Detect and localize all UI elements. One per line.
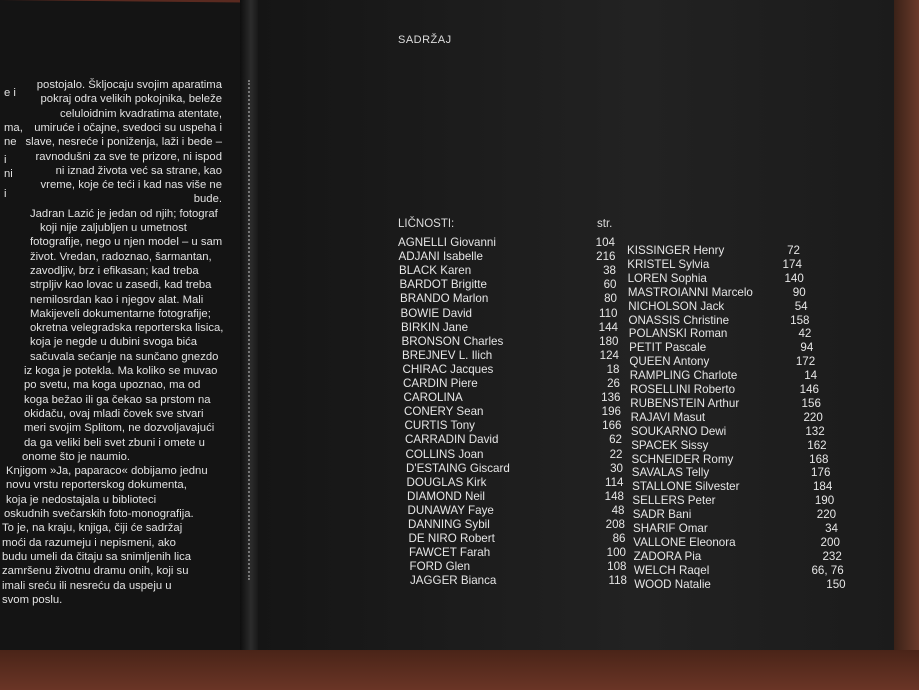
left-text-line: pokraj odra velikih pokojnika, beleže <box>40 93 222 106</box>
contents-entry-page: 150 <box>826 577 846 591</box>
contents-entry-page: 42 <box>798 327 812 341</box>
margin-fragment: i <box>4 188 7 200</box>
contents-entry-name: FAWCET Farah <box>409 546 491 560</box>
left-text-line: budu umeli da čitaju sa snimljenih lica <box>2 550 192 563</box>
contents-entry-name: STALLONE Silvester <box>632 480 740 494</box>
contents-entry-page: 148 <box>604 489 624 503</box>
book-cover-right <box>894 0 919 690</box>
margin-fragment: ni <box>4 168 13 180</box>
left-text-line: okretna velegradska reporterska lisica, <box>30 322 224 335</box>
contents-entry-name: CURTIS Tony <box>404 419 475 433</box>
contents-entry-page: 34 <box>825 522 838 535</box>
contents-entry-page: 118 <box>608 574 627 588</box>
contents-entry-name: D'ESTAING Giscard <box>406 461 510 475</box>
page-label: str. <box>597 218 613 230</box>
left-text-line: nemilosrdan kao i njegov alat. Mali <box>30 293 204 306</box>
contents-entry-page: 66, 76 <box>811 563 844 577</box>
contents-entry-page: 110 <box>599 306 618 320</box>
contents-entry-name: SCHNEIDER Romy <box>631 452 734 466</box>
contents-entry-name: MASTROIANNI Marcelo <box>627 285 753 299</box>
contents-entry-page: 136 <box>601 391 621 405</box>
contents-entry-page: 220 <box>803 410 823 424</box>
contents-entry-name: BREJNEV L. Ilich <box>402 348 493 362</box>
contents-entry-page: 114 <box>605 475 624 489</box>
contents-entry-name: BIRKIN Jane <box>401 320 469 334</box>
left-text-line: okidaču, ovaj mladi čovek sve stvari <box>24 407 204 420</box>
left-text-line: celuloidnim kvadratima atentate, <box>59 107 222 120</box>
left-text-line: život. Vredan, radoznao, šarmantan, <box>30 250 212 263</box>
contents-entry-name: RAMPLING Charlote <box>629 369 738 383</box>
contents-entry-name: RAJAVI Masut <box>630 410 706 424</box>
left-text-line: slave, nesreće i poniženja, laži i bede – <box>25 136 222 149</box>
contents-entry-page: 208 <box>605 518 625 531</box>
margin-fragment: i <box>4 154 7 166</box>
contents-entry-name: CHIRAC Jacques <box>402 362 494 376</box>
left-text-line: ni iznad života već sa strane, kao <box>55 164 222 177</box>
contents-entry-page: 158 <box>790 313 810 327</box>
margin-fragment: ne <box>4 136 17 148</box>
contents-entry-name: DE NIRO Robert <box>408 532 495 546</box>
contents-entry-page: 72 <box>787 244 800 257</box>
contents-entry-name: QUEEN Antony <box>629 355 710 369</box>
contents-entry-name: SAVALAS Telly <box>631 466 710 480</box>
contents-entry-page: 30 <box>610 461 623 475</box>
contents-entry-name: DOUGLAS Kirk <box>406 475 487 489</box>
left-text-line: Makijeveli dokumentarne fotografije; <box>30 307 211 320</box>
left-text-line: umiruće i očajne, svedoci su uspeha i <box>34 121 222 134</box>
contents-entry-name: VALLONE Eleonora <box>633 535 736 549</box>
left-text-line: iz koga je potekla. Ma koliko se muvao <box>24 365 218 377</box>
contents-entry-page: 200 <box>820 535 840 549</box>
contents-entry-page: 140 <box>784 271 804 285</box>
contents-entry-page: 108 <box>607 560 627 574</box>
contents-entry-name: WELCH Raqel <box>633 563 710 577</box>
left-text-line: oskudnih svečarskih foto-monografija. <box>4 508 194 520</box>
left-text-line: imali sreću ili nesreću da uspeju u <box>2 579 172 592</box>
left-text-line: svom poslu. <box>2 593 63 606</box>
left-text-line: postojalo. Škljocaju svojim aparatima <box>36 79 222 91</box>
contents-entry-page: 190 <box>814 494 835 508</box>
contents-entry-page: 90 <box>792 285 806 299</box>
contents-entry-page: 22 <box>609 447 623 461</box>
contents-entry-name: BARDOT Brigitte <box>399 278 487 292</box>
margin-fragment: ma, <box>4 122 23 134</box>
left-text-line: sačuvala sećanje na sunčano gnezdo <box>30 350 219 363</box>
section-label: LIČNOSTI: <box>398 218 455 230</box>
contents-entry-name: SOUKARNO Dewi <box>630 424 727 438</box>
contents-entry-page: 176 <box>811 466 831 480</box>
left-text-line: koga bežao ili ga čekao sa prstom na <box>24 393 211 406</box>
contents-entry-name: BRANDO Marlon <box>400 292 489 306</box>
contents-entry-page: 38 <box>603 264 616 278</box>
left-text-line: ravnodušni za sve te prizore, ni ispod <box>35 150 222 163</box>
contents-entry-page: 196 <box>601 405 621 419</box>
contents-entry-page: 94 <box>800 341 814 355</box>
contents-entry-name: JAGGER Bianca <box>410 574 497 588</box>
contents-entry-page: 14 <box>804 369 818 383</box>
binding-stitch <box>248 80 252 580</box>
contents-entry-page: 54 <box>794 299 808 313</box>
contents-entry-page: 62 <box>609 433 622 447</box>
contents-entry-name: WOOD Natalie <box>634 577 711 591</box>
contents-entry-name: POLANSKI Roman <box>628 327 728 341</box>
left-text-line: zavodljiv, brz i efikasan; kad treba <box>30 264 199 277</box>
contents-entry-page: 60 <box>603 278 617 292</box>
left-text-line: da ga veliki beli svet zbuni i omete u <box>24 436 205 449</box>
contents-entry-name: CONERY Sean <box>404 405 484 419</box>
left-text-line: vreme, koje će teći i kad nas više ne <box>40 179 222 192</box>
contents-entry-name: DIAMOND Neil <box>407 489 485 503</box>
contents-entry-name: SADR Bani <box>632 508 692 522</box>
contents-entry-page: 48 <box>611 503 625 517</box>
left-text-line: bude. <box>193 193 222 206</box>
left-text-line: meri svojim Splitom, ne dozvoljavajući <box>24 422 215 435</box>
contents-entry-name: NICHOLSON Jack <box>628 299 725 313</box>
contents-title: SADRŽAJ <box>398 34 452 46</box>
left-text-line: zamršenu životnu dramu onih, koji su <box>2 565 189 578</box>
contents-entry-name: SHARIF Omar <box>633 522 708 535</box>
contents-entry-page: 166 <box>602 419 622 433</box>
contents-entry-name: AGNELLI Giovanni <box>398 236 496 249</box>
contents-entry-name: RUBENSTEIN Arthur <box>630 396 740 410</box>
left-text-line: moći da razumeju i nepismeni, ako <box>2 536 176 549</box>
contents-entry-name: KISSINGER Henry <box>627 244 725 257</box>
contents-entry-page: 80 <box>604 292 617 306</box>
contents-entry-name: BLACK Karen <box>399 264 472 278</box>
contents-entry-name: CAROLINA <box>403 391 463 405</box>
contents-entry-name: ZADORA Pia <box>633 549 702 563</box>
contents-entry-name: FORD Glen <box>409 560 471 574</box>
contents-entry-page: 172 <box>795 355 816 369</box>
left-text-line: strpljiv kao lovac u zasedi, kad treba <box>30 279 212 292</box>
left-text-line: fotografije, nego u njen model – u sam <box>30 236 223 249</box>
contents-entry-name: SELLERS Peter <box>632 494 716 508</box>
contents-entry-name: KRISTEL Sylvia <box>627 257 710 271</box>
contents-entry-page: 146 <box>799 383 819 396</box>
contents-entry-page: 104 <box>595 236 615 249</box>
contents-entry-name: LOREN Sophia <box>627 271 707 285</box>
contents-entry-name: DANNING Sybil <box>408 518 490 531</box>
left-text-line: koji nije zaljubljen u umetnost <box>40 222 187 234</box>
contents-entry-name: BOWIE David <box>400 306 473 320</box>
contents-entry-page: 156 <box>801 396 821 410</box>
contents-entry-page: 174 <box>782 257 802 271</box>
left-text-line: koja je negde u dubini svoga bića <box>30 336 198 349</box>
contents-entry-name: ROSELLINI Roberto <box>630 383 736 396</box>
contents-entry-name: ONASSIS Christine <box>628 313 730 327</box>
contents-entry-page: 220 <box>816 508 837 522</box>
contents-entry-page: 124 <box>599 348 619 362</box>
contents-entry-page: 18 <box>606 362 620 376</box>
contents-entry-page: 144 <box>598 320 618 334</box>
left-text-line: Jadran Lazić je jedan od njih; fotograf <box>30 207 218 220</box>
contents-entry-page: 86 <box>612 532 626 546</box>
contents-entry-page: 184 <box>812 480 833 494</box>
contents-entry-name: CARRADIN David <box>405 433 499 447</box>
left-text-line: novu vrstu reporterskog dokumenta, <box>6 479 187 492</box>
contents-entry-name: PETIT Pascale <box>629 341 707 355</box>
left-text-line: po svetu, ma koga upoznao, ma od <box>24 379 201 392</box>
contents-entry-name: COLLINS Joan <box>405 447 484 461</box>
left-text-line: koja je nedostajala u biblioteci <box>6 493 157 506</box>
contents-entry-page: 100 <box>606 546 626 560</box>
left-text-line: To je, na kraju, knjiga, čiji će sadržaj <box>2 522 183 535</box>
left-text-line: onome što je naumio. <box>22 450 131 463</box>
contents-entry-page: 168 <box>809 452 829 466</box>
contents-entry-name: SPACEK Sissy <box>631 438 709 452</box>
contents-entry-name: CARDIN Piere <box>403 377 478 390</box>
contents-entry-name: BRONSON Charles <box>401 334 504 348</box>
book-cover-bottom <box>0 650 919 690</box>
contents-entry-name: ADJANI Isabelle <box>398 250 483 264</box>
contents-entry-page: 180 <box>599 334 619 348</box>
contents-entry-page: 162 <box>807 438 827 452</box>
contents-entry-name: DUNAWAY Faye <box>407 503 494 517</box>
contents-entry-page: 216 <box>596 250 616 264</box>
contents-entry-page: 232 <box>822 549 842 563</box>
contents-entry-page: 132 <box>805 424 825 438</box>
contents-entry-page: 26 <box>607 377 620 390</box>
left-text-line: Knjigom »Ja, paparaco« dobijamo jednu <box>6 465 208 478</box>
margin-fragment: e i <box>4 87 16 99</box>
